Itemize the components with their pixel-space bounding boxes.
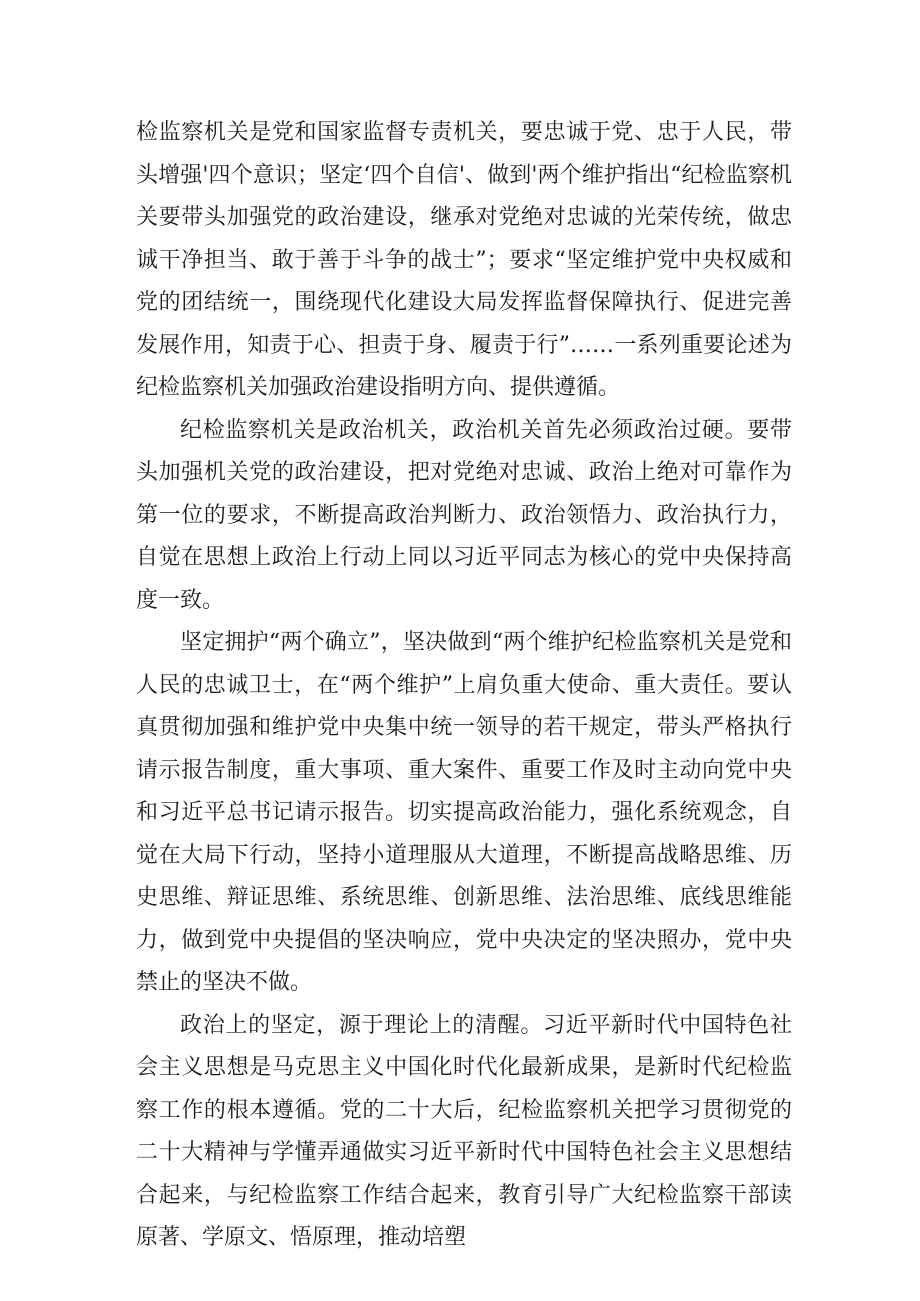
paragraph-continued: 检监察机关是党和国家监督专责机关，要忠诚于党、忠于人民，带头增强'四个意识；坚定‘四个自信'、做到'两个维护指出“纪检监察机关要带头加强党的政治建设，继承对党绝对忠诚的光荣传统，做忠诚干净担当、敢于善于斗争的战士”；要求“坚定维护党中央权威和党的团结统一，围绕现代化建设大局发挥监督保障执行、促进完善发展作用，知责于心、担责于身、履责于行”……一系列重要论述为纪检监察机关加强政治建设指明方向、提供遵循。 (136, 120, 792, 400)
document-body (136, 112, 792, 1260)
paragraph-two-establishments: 坚定拥护“两个确立”，坚决做到“两个维护纪检监察机关是党和人民的忠诚卫士，在“两个维护”上肩负重大使命、重大责任。要认真贯彻加强和维护党中央集中统一领导的若干规定，带头严格执行请示报告制度，重大事项、重大案件、重要工作及时主动向党中央和习近平总书记请示报告。切实提高政治能力，强化系统观念，自觉在大局下行动，坚持小道理服从大道理，不断提高战略思维、历史思维、辩证思维、系统思维、创新思维、法治思维、底线思维能力，做到党中央提倡的坚决响应，党中央决定的坚决照办，党中央禁止的坚决不做。 (136, 630, 792, 995)
paragraph-political-organ: 纪检监察机关是政治机关，政治机关首先必须政治过硬。要带头加强机关党的政治建设，把对党绝对忠诚、政治上绝对可靠作为第一位的要求，不断提高政治判断力、政治领悟力、政治执行力，自觉在思想上政治上行动上同以习近平同志为核心的党中央保持高度一致。 (136, 417, 792, 613)
paragraph-theory: 政治上的坚定，源于理论上的清醒。习近平新时代中国特色社会主义思想是马克思主义中国化时代化最新成果，是新时代纪检监察工作的根本遵循。党的二十大后，纪检监察机关把学习贯彻党的二十大精神与学懂弄通做实习近平新时代中国特色社会主义思想结合起来，与纪检监察工作结合起来，教育引导广大纪检监察干部读原著、学原文、悟原理，推动培塑 (136, 1012, 792, 1250)
